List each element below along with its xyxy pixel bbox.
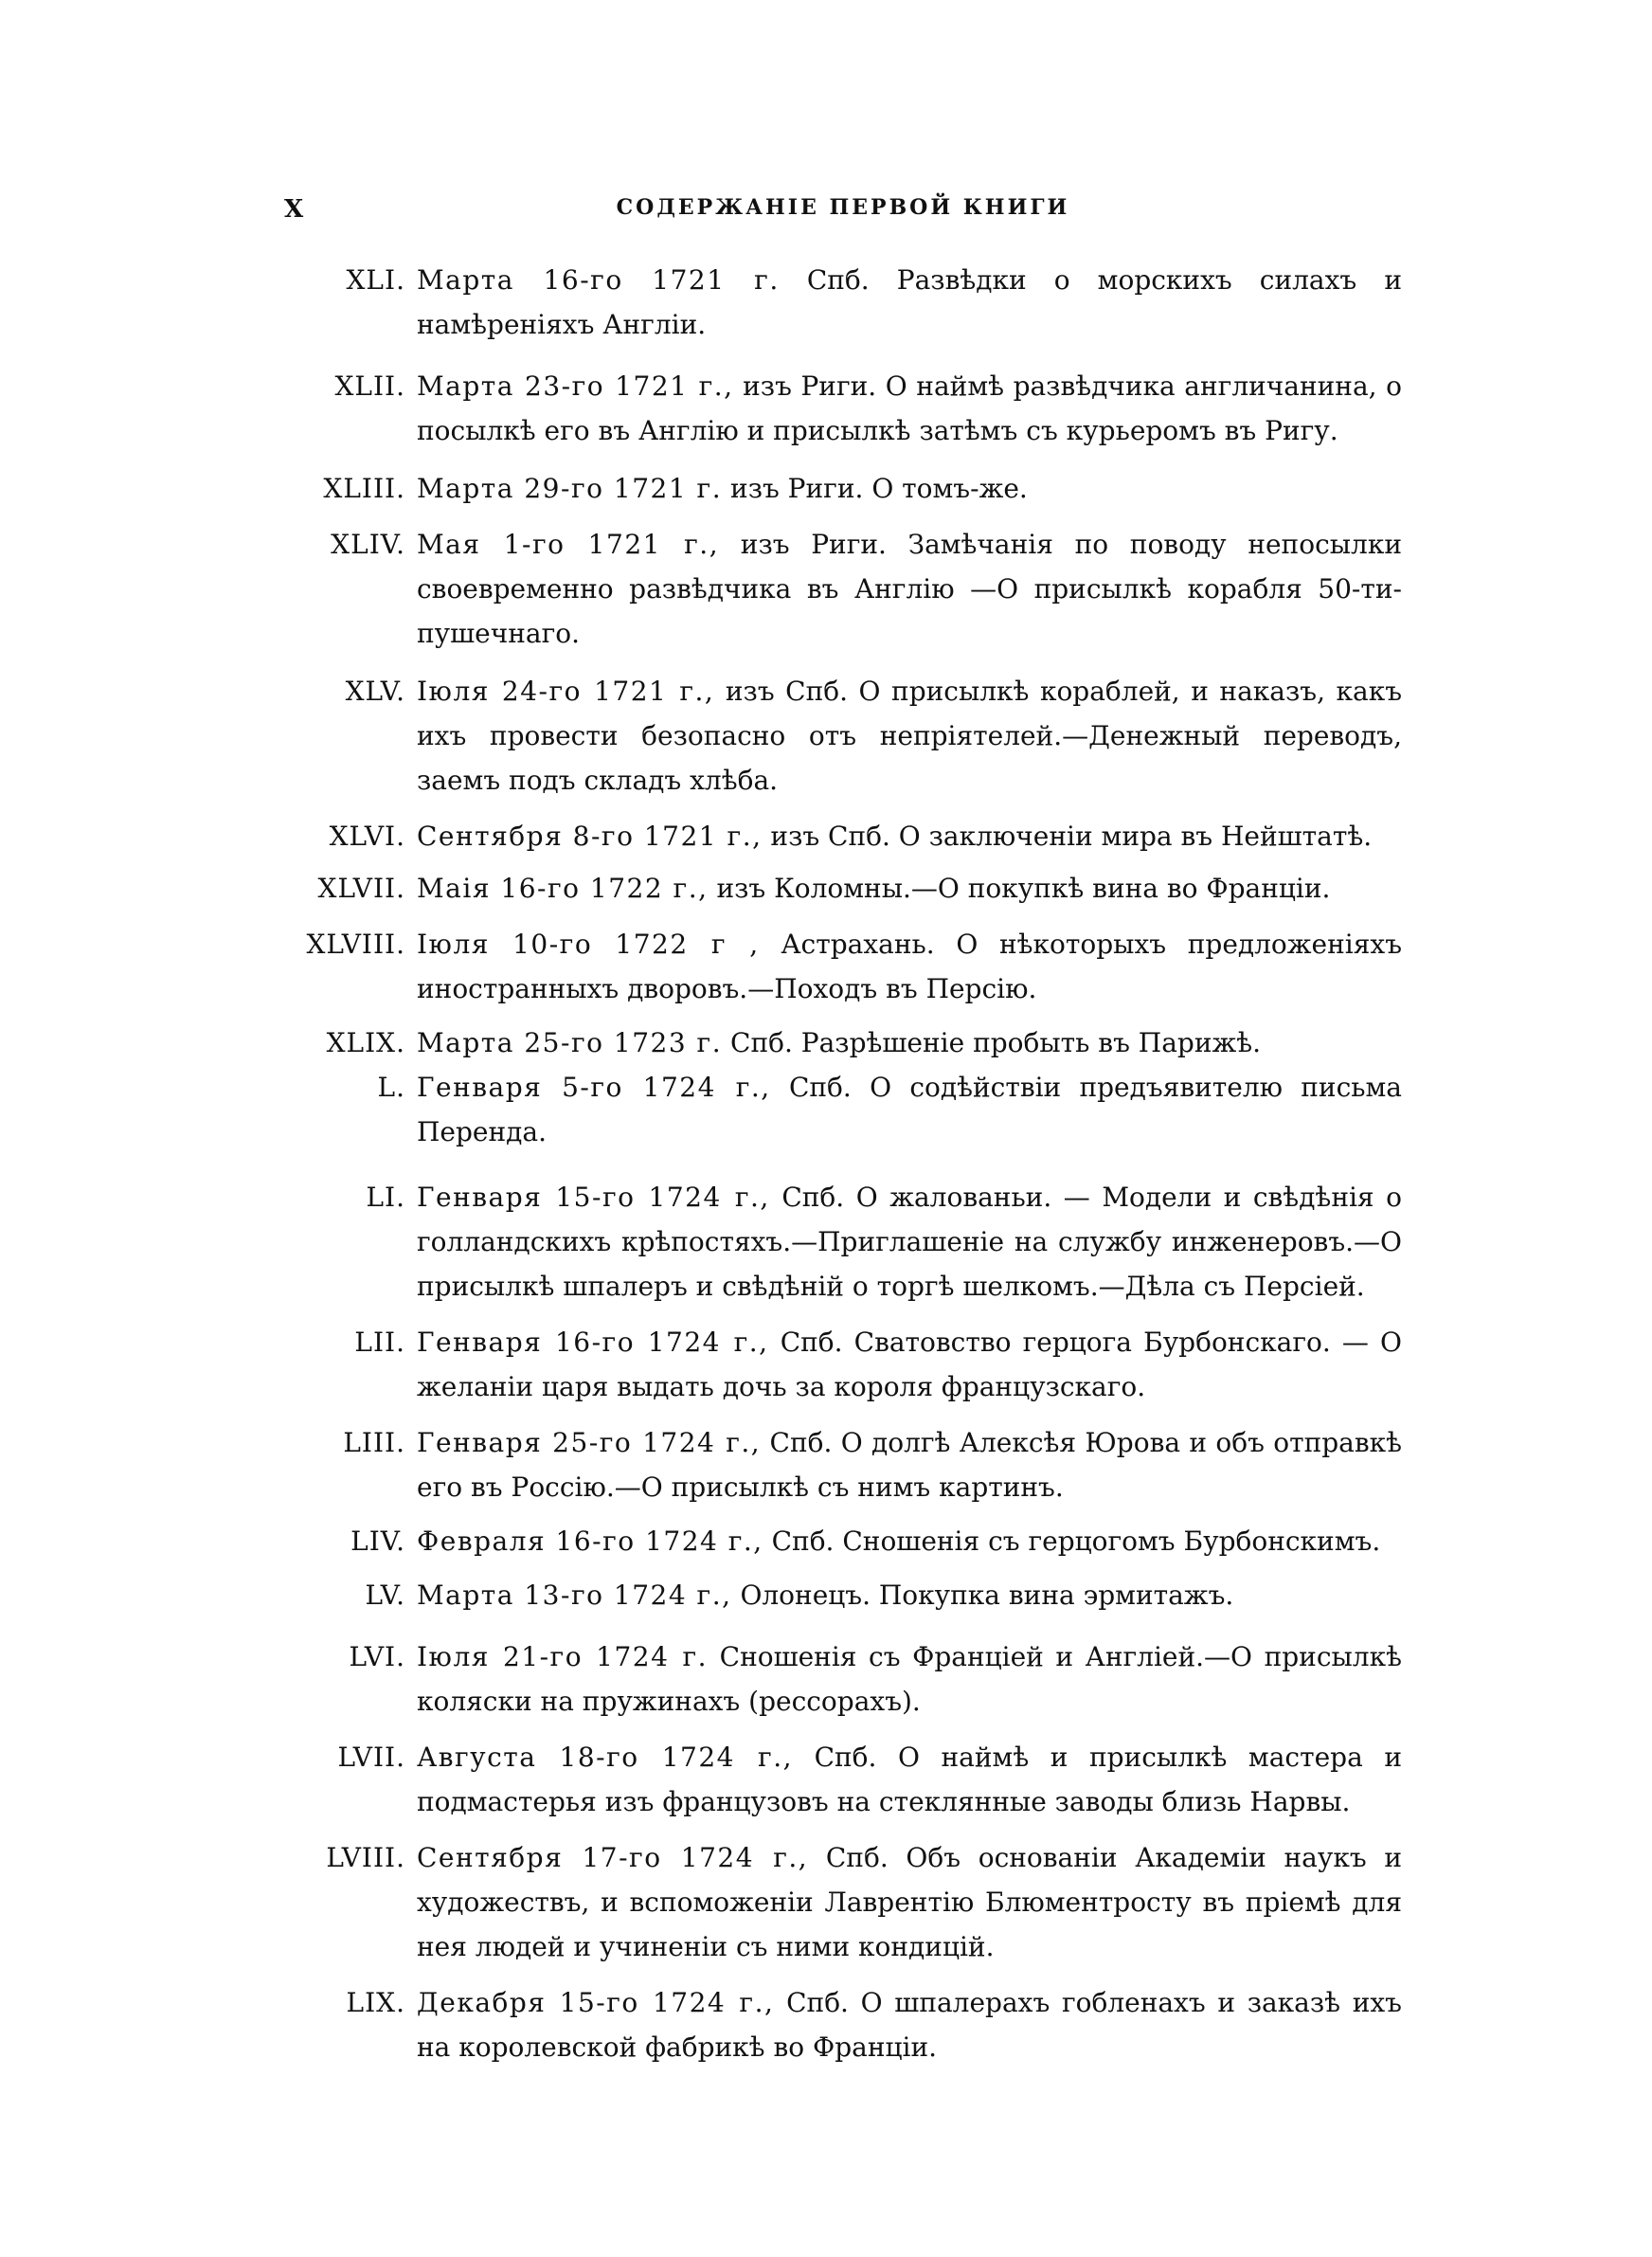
entry-text — [417, 1020, 1402, 1065]
entry-date: Сентября 17-го 1724 г., — [417, 1842, 809, 1873]
toc-entry — [284, 1420, 1402, 1509]
toc-entry — [284, 1634, 1402, 1724]
entry-date: Генваря 15-го 1724 г., — [417, 1182, 770, 1213]
entry-date: Августа 18-го 1724 г., — [417, 1742, 794, 1773]
table-of-contents — [284, 258, 1402, 2069]
entry-number: XLIII. — [323, 473, 405, 504]
entry-number: LII. — [354, 1327, 405, 1358]
entry-date: Іюля 21-го 1724 г. — [417, 1641, 709, 1672]
entry-date: Генваря 16-го 1724 г., — [417, 1327, 769, 1358]
entry-date: Декабря 15-го 1724 г., — [417, 1987, 775, 2018]
entry-number: LVIII. — [326, 1842, 405, 1873]
entry-number: XLVII. — [317, 873, 405, 904]
entry-number: XLV. — [345, 676, 405, 707]
entry-text — [417, 1980, 1402, 2069]
entry-number: LI. — [366, 1182, 405, 1213]
entry-text — [417, 364, 1402, 453]
entry-description: Спб. Объ основаніи Академіи наукъ и художествъ, и вспоможеніи Лаврентію Блюментросту въ пріемѣ для нея людей и учиненіи съ ними кондицій. — [417, 1842, 1402, 1962]
toc-entry — [284, 1980, 1402, 2069]
toc-entry — [284, 922, 1402, 1011]
entry-description: изъ Риги. О наймѣ развѣдчика англичанина, о посылкѣ его въ Англію и присылкѣ затѣмъ съ курьеромъ въ Ригу. — [417, 370, 1402, 446]
entry-date: Генваря 25-го 1724 г., — [417, 1427, 762, 1458]
entry-number: XLII. — [334, 370, 405, 402]
entry-date: Марта 16-го 1721 г. — [417, 264, 780, 296]
entry-description: изъ Риги. Замѣчанія по поводу непосылки своевременно развѣдчика въ Англію —О присылкѣ корабля 50-ти-пушечнаго. — [417, 529, 1402, 649]
entry-number: XLVIII. — [306, 929, 405, 960]
entry-text — [417, 258, 1402, 347]
entry-description: изъ Спб. О заключеніи мира въ Нейштатѣ. — [770, 821, 1373, 852]
entry-date: Мая 1-го 1721 г., — [417, 529, 720, 560]
entry-description: Спб. О наймѣ и присылкѣ мастера и подмастерья изъ французовъ на стеклянные заводы близь Нарвы. — [417, 1742, 1402, 1817]
entry-date: Марта 25-го 1723 г. — [417, 1027, 723, 1058]
toc-entry — [284, 1020, 1402, 1065]
entry-text — [417, 1573, 1402, 1617]
entry-description: Олонецъ. Покупка вина эрмитажъ. — [740, 1580, 1234, 1611]
toc-entry — [284, 814, 1402, 858]
entry-text — [417, 1835, 1402, 1969]
entry-number: XLVI. — [329, 821, 405, 852]
toc-entry — [284, 1065, 1402, 1154]
entry-text — [417, 522, 1402, 656]
entry-number: XLIX. — [326, 1027, 405, 1058]
entry-number: XLIV. — [331, 529, 405, 560]
entry-text — [417, 466, 1402, 511]
entry-text — [417, 1519, 1402, 1563]
running-title: СОДЕРЖАНІЕ ПЕРВОЙ КНИГИ — [616, 195, 1070, 220]
entry-number: LIV. — [350, 1526, 405, 1557]
entry-date: Февраля 16-го 1724 г., — [417, 1526, 763, 1557]
toc-entry — [284, 364, 1402, 453]
entry-description: Спб. О долгѣ Алексѣя Юрова и объ отправкѣ его въ Россію.—О присылкѣ съ нимъ картинъ. — [417, 1427, 1403, 1503]
entry-text — [417, 1320, 1402, 1409]
toc-entry — [284, 466, 1402, 511]
toc-entry — [284, 1835, 1402, 1969]
entry-date: Іюля 24-го 1721 г., — [417, 676, 715, 707]
toc-entry — [284, 669, 1402, 803]
entry-text — [417, 866, 1402, 911]
entry-description: Спб. О шпалерахъ гобленахъ и заказѣ ихъ на королевской фабрикѣ во Франціи. — [417, 1987, 1402, 2063]
toc-entry — [284, 1573, 1402, 1617]
entry-text — [417, 1175, 1402, 1309]
toc-entry — [284, 1735, 1402, 1824]
entry-description: Спб. Сношенія съ герцогомъ Бурбонскимъ. — [771, 1526, 1381, 1557]
entry-number: LVI. — [349, 1641, 405, 1672]
entry-number: LV. — [365, 1580, 405, 1611]
toc-entry — [284, 258, 1402, 347]
entry-date: Марта 29-го 1721 г. — [417, 473, 723, 504]
entry-text — [417, 814, 1402, 858]
toc-entry — [284, 1320, 1402, 1409]
entry-number: XLI. — [346, 264, 405, 296]
entry-date: Марта 13-го 1724 г., — [417, 1580, 732, 1611]
entry-description: Спб. Сватовство герцога Бурбонскаго. — О желаніи царя выдать дочь за короля французскаго. — [417, 1327, 1402, 1402]
entry-date: Сентября 8-го 1721 г., — [417, 821, 763, 852]
entry-number: LIX. — [346, 1987, 405, 2018]
entry-date: Марта 23-го 1721 г., — [417, 370, 734, 402]
entry-date: Іюля 10-го 1722 г , — [417, 929, 760, 960]
entry-description: Спб. О жалованьи. — Модели и свѣдѣнія о голландскихъ крѣпостяхъ.—Приглашеніе на службу инженеровъ.—О присылкѣ шпалеръ и свѣдѣній о торгѣ шелкомъ.—Дѣла съ Персіей. — [417, 1182, 1402, 1302]
toc-entry — [284, 1519, 1402, 1563]
entry-number: L. — [377, 1072, 405, 1103]
page-header — [284, 195, 1402, 233]
toc-entry — [284, 522, 1402, 656]
entry-text — [417, 1735, 1402, 1824]
entry-text — [417, 922, 1402, 1011]
entry-text — [417, 1065, 1402, 1154]
entry-description: Спб. Разрѣшеніе пробыть въ Парижѣ. — [730, 1027, 1262, 1058]
page-number: X — [284, 195, 305, 224]
entry-text — [417, 1634, 1402, 1724]
entry-description: Сношенія съ Франціей и Англіей.—О присылкѣ коляски на пружинахъ (рессорахъ). — [417, 1641, 1402, 1717]
entry-description: Спб. О содѣйствіи предъявителю письма Перенда. — [417, 1072, 1402, 1147]
toc-entry — [284, 866, 1402, 911]
toc-entry — [284, 1175, 1402, 1309]
entry-date: Генваря 5-го 1724 г., — [417, 1072, 771, 1103]
entry-text — [417, 1420, 1402, 1509]
entry-text — [417, 669, 1402, 803]
entry-description: изъ Спб. О присылкѣ кораблей, и наказъ, какъ ихъ провести безопасно отъ непріятелей.—Денежный переводъ, заемъ подъ складъ хлѣба. — [417, 676, 1403, 796]
entry-date: Маія 16-го 1722 г., — [417, 873, 709, 904]
entry-description: изъ Коломны.—О покупкѣ вина во Франціи. — [716, 873, 1331, 904]
entry-number: LVII. — [337, 1742, 405, 1773]
entry-description: Спб. Развѣдки о морскихъ силахъ и намѣреніяхъ Англіи. — [417, 264, 1402, 340]
entry-number: LIII. — [343, 1427, 405, 1458]
entry-description: Астрахань. О нѣкоторыхъ предложеніяхъ иностранныхъ дворовъ.—Походъ въ Персію. — [417, 929, 1403, 1004]
entry-description: изъ Риги. О томъ-же. — [730, 473, 1028, 504]
